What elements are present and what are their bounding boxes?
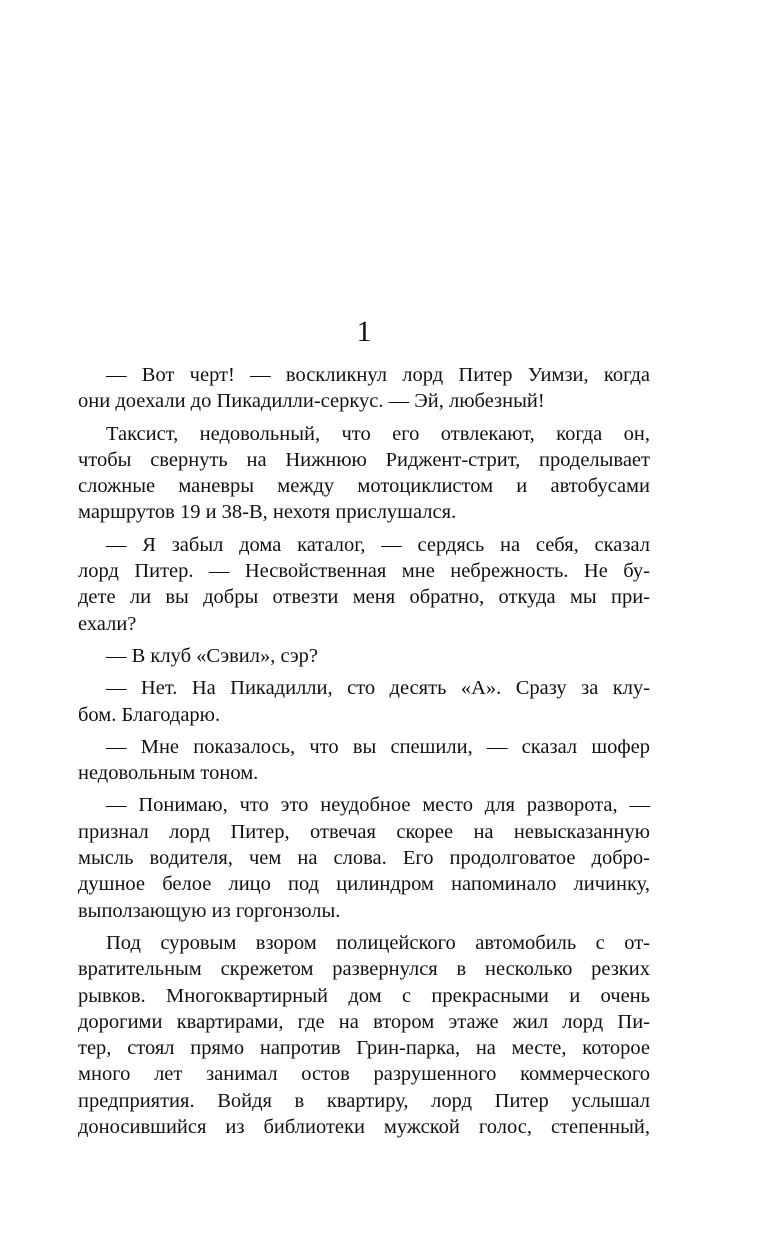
text-line: — Понимаю, что это неудобное место для разворота, — bbox=[106, 794, 650, 817]
text-line: они доехали до Пикадилли-серкус. — Эй, любезный! bbox=[78, 390, 545, 413]
paragraph-3 bbox=[78, 532, 650, 637]
text-line: — Мне показалось, что вы спешили, — сказал шофер bbox=[106, 735, 650, 758]
text-line: маршрутов 19 и 38-В, нехотя прислушался. bbox=[78, 501, 457, 524]
text-line: сложные маневры между мотоциклистом и автобусами bbox=[78, 475, 650, 498]
paragraph-5 bbox=[78, 675, 650, 728]
text-line: — Я забыл дома каталог, — сердясь на себя, сказал bbox=[106, 533, 650, 556]
text-line: признал лорд Питер, отвечая скорее на невысказанную bbox=[78, 820, 650, 843]
text-line: недовольным тоном. bbox=[78, 762, 259, 785]
text-line: — Вот черт! — воскликнул лорд Питер Уимзи, когда bbox=[106, 364, 650, 386]
text-line: Под суровым взором полицейского автомобиль с от- bbox=[106, 931, 650, 954]
text-line: чтобы свернуть на Нижнюю Риджент-стрит, проделывает bbox=[78, 448, 650, 471]
text-line: мысль водителя, чем на слова. Его продолговатое добро- bbox=[78, 847, 650, 870]
text-line: много лет занимал остов разрушенного коммерческого bbox=[78, 1063, 650, 1086]
paragraph-4 bbox=[78, 643, 650, 669]
paragraph-7 bbox=[78, 792, 650, 923]
text-line: ехали? bbox=[78, 612, 137, 635]
text-line: выползающую из горгонзолы. bbox=[78, 899, 341, 922]
paragraph-1 bbox=[78, 362, 650, 415]
text-line: доносившийся из библиотеки мужской голос, степенный, bbox=[78, 1116, 650, 1139]
text-line: душное белое лицо под цилиндром напоминало личинку, bbox=[78, 873, 650, 896]
chapter-number: 1 bbox=[356, 315, 372, 348]
paragraph-2 bbox=[78, 421, 650, 526]
text-line: рывков. Многоквартирный дом с прекрасными и очень bbox=[78, 984, 650, 1007]
text-line: дете ли вы добры отвезти меня обратно, откуда мы при- bbox=[78, 586, 650, 609]
text-line: — В клуб «Сэвил», сэр? bbox=[106, 644, 318, 667]
text-line: тер, стоял прямо напротив Грин-парка, на месте, которое bbox=[78, 1037, 650, 1060]
text-line: Таксист, недовольный, что его отвлекают, когда он, bbox=[106, 422, 650, 445]
text-line: предприятия. Войдя в квартиру, лорд Питер услышал bbox=[78, 1089, 650, 1112]
text-line: вратительным скрежетом развернулся в несколько резких bbox=[78, 958, 650, 981]
text-line: дорогими квартирами, где на втором этаже жил лорд Пи- bbox=[78, 1010, 650, 1033]
chapter-text bbox=[78, 362, 650, 1146]
text-line: — Нет. На Пикадилли, сто десять «А». Сразу за клу- bbox=[106, 677, 650, 700]
text-line: лорд Питер. — Несвойственная мне небрежность. Не бу- bbox=[78, 560, 650, 583]
paragraph-6 bbox=[78, 734, 650, 787]
text-line: бом. Благодарю. bbox=[78, 703, 221, 726]
paragraph-8 bbox=[78, 930, 650, 1140]
